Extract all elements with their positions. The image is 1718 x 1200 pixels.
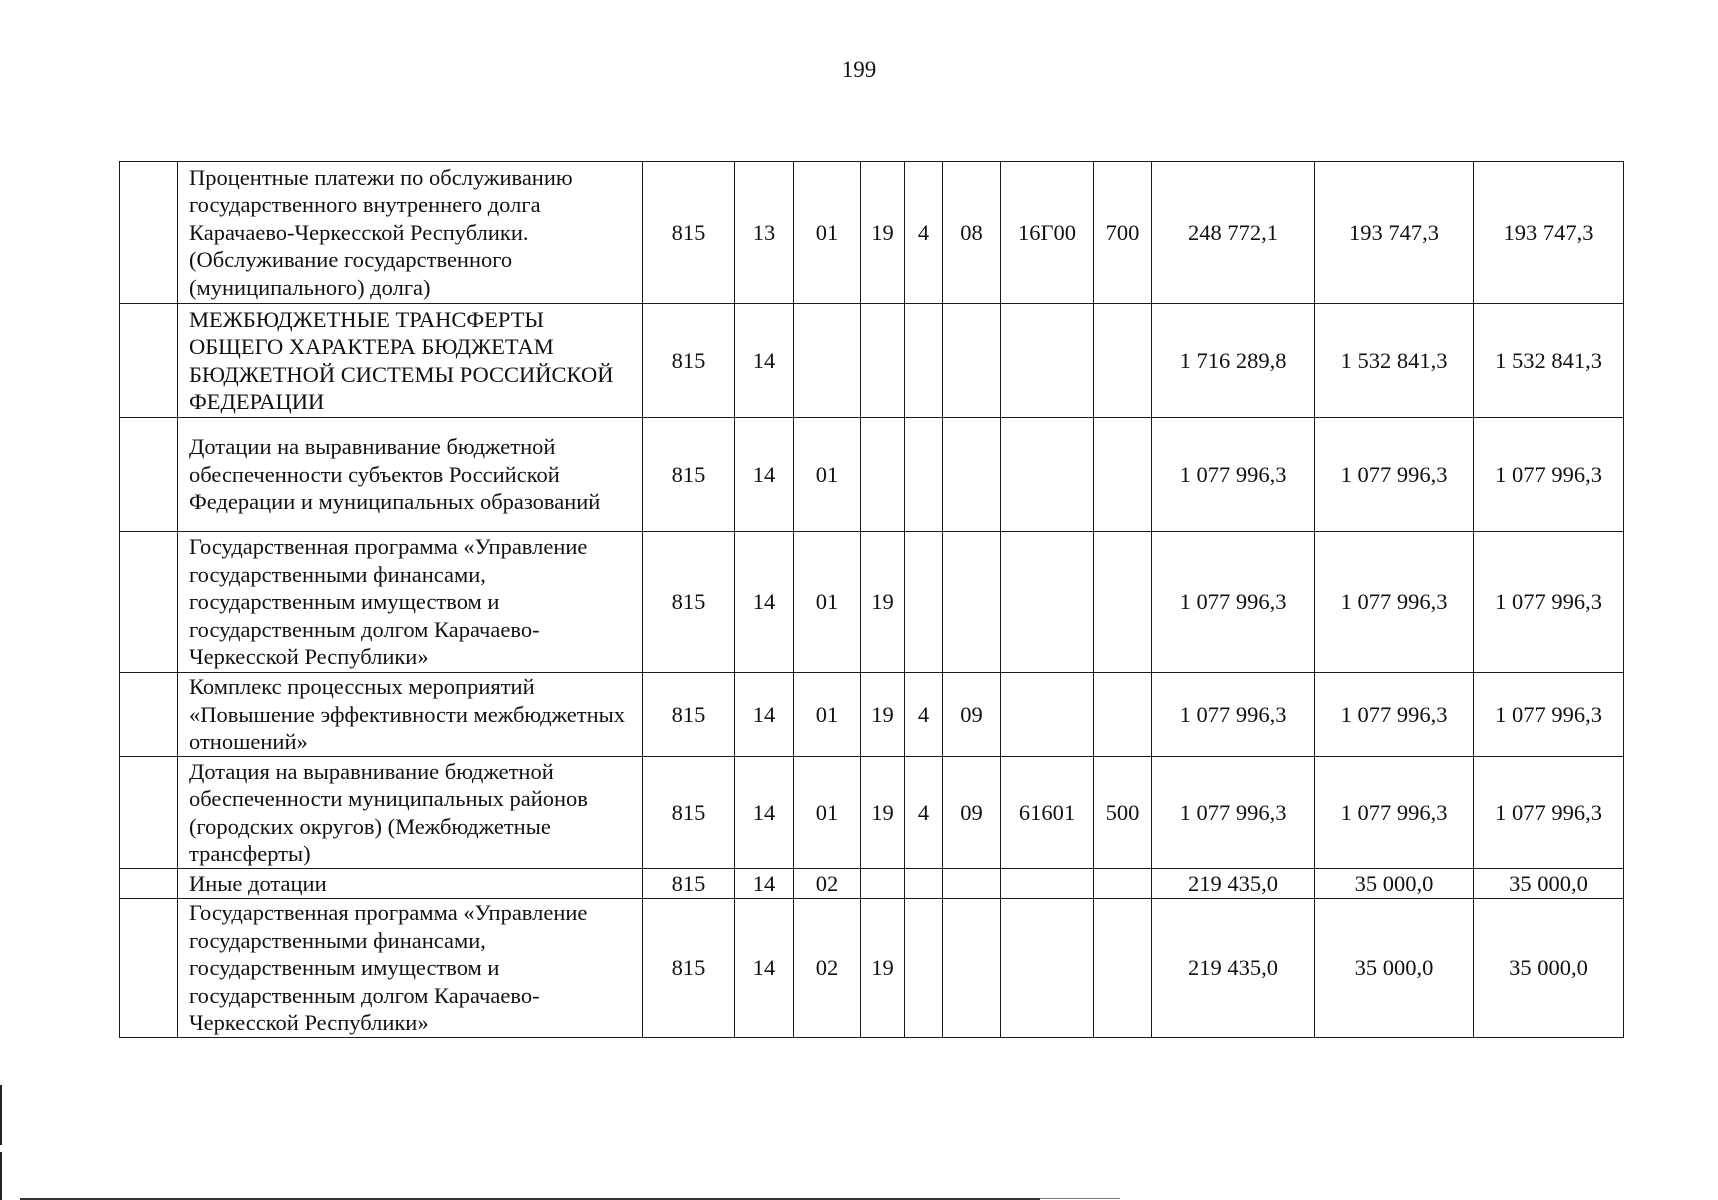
program-code: [861, 418, 905, 532]
amount-year3: 1 532 841,3: [1474, 304, 1624, 418]
event-code: 08: [943, 162, 1001, 304]
ministry-code: 815: [643, 673, 735, 757]
event-code: 09: [943, 757, 1001, 869]
subprogram-code: [905, 869, 943, 899]
table-row: [120, 899, 1624, 1038]
ministry-code: 815: [643, 869, 735, 899]
amount-year1: 1 077 996,3: [1152, 757, 1315, 869]
expense-type-code: [1094, 869, 1152, 899]
amount-year1: 248 772,1: [1152, 162, 1315, 304]
row-description: Комплекс процессных мероприятий «Повышение эффективности межбюджетных отношений»: [178, 673, 643, 757]
section-code: 14: [735, 418, 794, 532]
subprogram-code: [905, 899, 943, 1038]
amount-year1: 1 716 289,8: [1152, 304, 1315, 418]
ministry-code: 815: [643, 757, 735, 869]
amount-year2: 35 000,0: [1315, 899, 1474, 1038]
amount-year3: 1 077 996,3: [1474, 673, 1624, 757]
subprogram-code: [905, 418, 943, 532]
table-row: [120, 304, 1624, 418]
section-code: 14: [735, 532, 794, 673]
amount-year1: 1 077 996,3: [1152, 532, 1315, 673]
table-row: [120, 673, 1624, 757]
event-code: [943, 899, 1001, 1038]
event-code: 09: [943, 673, 1001, 757]
direction-code: [1001, 869, 1094, 899]
section-code: 14: [735, 304, 794, 418]
row-description: Государственная программа «Управление государственными финансами, государственным имуществом и государственным долгом Карачаево-Черкесской Республики»: [178, 532, 643, 673]
direction-code: [1001, 899, 1094, 1038]
subprogram-code: 4: [905, 162, 943, 304]
amount-year3: 35 000,0: [1474, 869, 1624, 899]
table-row: [120, 757, 1624, 869]
subsection-code: [794, 304, 861, 418]
ministry-code: 815: [643, 532, 735, 673]
row-marker-cell: [120, 304, 178, 418]
subsection-code: 02: [794, 899, 861, 1038]
subsection-code: 01: [794, 418, 861, 532]
subprogram-code: [905, 532, 943, 673]
page-number: 199: [841, 57, 877, 82]
expense-type-code: [1094, 532, 1152, 673]
subsection-code: 01: [794, 673, 861, 757]
amount-year2: 1 077 996,3: [1315, 673, 1474, 757]
direction-code: [1001, 532, 1094, 673]
expense-type-code: [1094, 418, 1152, 532]
expense-type-code: [1094, 673, 1152, 757]
program-code: 19: [861, 899, 905, 1038]
program-code: [861, 304, 905, 418]
direction-code: 61601: [1001, 757, 1094, 869]
subsection-code: 01: [794, 757, 861, 869]
direction-code: [1001, 673, 1094, 757]
amount-year2: 1 077 996,3: [1315, 418, 1474, 532]
amount-year3: 1 077 996,3: [1474, 757, 1624, 869]
subsection-code: 02: [794, 869, 861, 899]
section-code: 14: [735, 869, 794, 899]
ministry-code: 815: [643, 899, 735, 1038]
budget-table: [119, 161, 1624, 1038]
event-code: [943, 418, 1001, 532]
amount-year2: 193 747,3: [1315, 162, 1474, 304]
direction-code: [1001, 304, 1094, 418]
program-code: 19: [861, 532, 905, 673]
row-description: Иные дотации: [178, 869, 643, 899]
ministry-code: 815: [643, 418, 735, 532]
table-row: [120, 418, 1624, 532]
section-code: 14: [735, 899, 794, 1038]
row-marker-cell: [120, 869, 178, 899]
expense-type-code: [1094, 304, 1152, 418]
row-description: Государственная программа «Управление государственными финансами, государственным имуществом и государственным долгом Карачаево-Черкесской Республики»: [178, 899, 643, 1038]
table-row: [120, 162, 1624, 304]
expense-type-code: 700: [1094, 162, 1152, 304]
row-marker-cell: [120, 899, 178, 1038]
expense-type-code: 500: [1094, 757, 1152, 869]
subprogram-code: 4: [905, 757, 943, 869]
row-marker-cell: [120, 757, 178, 869]
expense-type-code: [1094, 899, 1152, 1038]
table-row: [120, 869, 1624, 899]
amount-year2: 1 077 996,3: [1315, 757, 1474, 869]
row-description: МЕЖБЮДЖЕТНЫЕ ТРАНСФЕРТЫ ОБЩЕГО ХАРАКТЕРА БЮДЖЕТАМ БЮДЖЕТНОЙ СИСТЕМЫ РОССИЙСКОЙ ФЕДЕРАЦИИ: [178, 304, 643, 418]
direction-code: 16Г00: [1001, 162, 1094, 304]
scan-bottom-line: [1040, 1198, 1120, 1199]
event-code: [943, 869, 1001, 899]
row-description: Процентные платежи по обслуживанию государственного внутреннего долга Карачаево-Черкесской Республики. (Обслуживание государственного (муниципального) долга): [178, 162, 643, 304]
program-code: 19: [861, 757, 905, 869]
subsection-code: 01: [794, 532, 861, 673]
section-code: 14: [735, 757, 794, 869]
row-marker-cell: [120, 673, 178, 757]
amount-year1: 219 435,0: [1152, 899, 1315, 1038]
subprogram-code: 4: [905, 673, 943, 757]
amount-year2: 1 077 996,3: [1315, 532, 1474, 673]
amount-year3: 193 747,3: [1474, 162, 1624, 304]
row-description: Дотации на выравнивание бюджетной обеспеченности субъектов Российской Федерации и муниципальных образований: [178, 418, 643, 532]
program-code: 19: [861, 162, 905, 304]
subsection-code: 01: [794, 162, 861, 304]
amount-year1: 1 077 996,3: [1152, 673, 1315, 757]
section-code: 13: [735, 162, 794, 304]
amount-year2: 35 000,0: [1315, 869, 1474, 899]
row-marker-cell: [120, 418, 178, 532]
scan-edge-mark: [0, 1152, 2, 1200]
scan-edge-mark: [0, 1085, 2, 1145]
ministry-code: 815: [643, 304, 735, 418]
table-row: [120, 532, 1624, 673]
row-marker-cell: [120, 162, 178, 304]
event-code: [943, 304, 1001, 418]
direction-code: [1001, 418, 1094, 532]
row-description: Дотация на выравнивание бюджетной обеспеченности муниципальных районов (городских округов) (Межбюджетные трансферты): [178, 757, 643, 869]
row-marker-cell: [120, 532, 178, 673]
program-code: [861, 869, 905, 899]
amount-year3: 35 000,0: [1474, 899, 1624, 1038]
event-code: [943, 532, 1001, 673]
amount-year3: 1 077 996,3: [1474, 532, 1624, 673]
ministry-code: 815: [643, 162, 735, 304]
subprogram-code: [905, 304, 943, 418]
amount-year2: 1 532 841,3: [1315, 304, 1474, 418]
amount-year1: 219 435,0: [1152, 869, 1315, 899]
amount-year1: 1 077 996,3: [1152, 418, 1315, 532]
section-code: 14: [735, 673, 794, 757]
program-code: 19: [861, 673, 905, 757]
amount-year3: 1 077 996,3: [1474, 418, 1624, 532]
